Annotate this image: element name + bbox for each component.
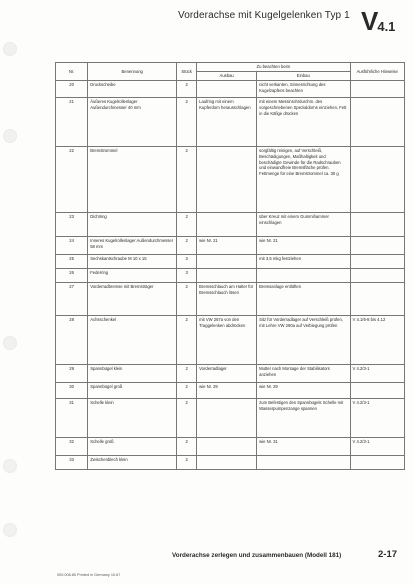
col-header-stueck: Stück xyxy=(177,63,197,81)
cell-hinweis xyxy=(350,80,405,97)
cell-ausbau: mit VW 267a von den Traggelenken abdrücken xyxy=(197,315,257,364)
table-row xyxy=(56,437,405,455)
cell-nr: 30 xyxy=(56,382,88,398)
cell-einbau xyxy=(257,455,350,469)
cell-ausbau: Bremsschlauch am Halter für Bremsschlauch lösen xyxy=(197,282,257,315)
cell-einbau: mit 3,5 mkg festziehen xyxy=(257,254,350,268)
cell-nr: 29 xyxy=(56,364,88,382)
table-row xyxy=(56,364,405,382)
col-header-benennung: Benennung xyxy=(88,63,177,81)
cell-ausbau xyxy=(197,268,257,282)
cell-ausbau: wie Nr. 29 xyxy=(197,382,257,398)
cell-stueck: 3 xyxy=(177,268,197,282)
cell-benennung: Äußeres Kugelrollenlager Außendurchmesser 40 mm xyxy=(88,97,177,146)
col-header-hinweise: Ausführliche Hinweise xyxy=(350,63,405,81)
print-info: 000.008.85 Printed in Germany 10.67 xyxy=(57,573,121,577)
page-number: 2-17 xyxy=(378,549,398,560)
cell-ausbau xyxy=(197,146,257,212)
cell-stueck: 3 xyxy=(177,254,197,268)
table-row xyxy=(56,398,405,437)
cell-einbau: wie Nr. 29 xyxy=(257,382,350,398)
cell-ausbau: wie Nr. 21 xyxy=(197,236,257,254)
cell-nr: 25 xyxy=(56,254,88,268)
cell-stueck: 2 xyxy=(177,364,197,382)
cell-hinweis xyxy=(350,212,405,236)
cell-hinweis xyxy=(350,254,405,268)
cell-einbau: wie Nr. 31 xyxy=(257,437,350,455)
cell-einbau: sorgfältig reinigen, auf Verschleiß, Beschädigungen, Maßhaltigkeit und beschädigte Gewinde für die Radschrauben und einwandfreie Bremsfläche prüfen. Fettmenge für eine Bremstrommel ca. 30 g xyxy=(257,146,350,212)
table-row xyxy=(56,282,405,315)
cell-hinweis xyxy=(350,97,405,146)
cell-stueck: 2 xyxy=(177,80,197,97)
table-row xyxy=(56,97,405,146)
cell-nr: 33 xyxy=(56,455,88,469)
cell-ausbau: Vorderradlager xyxy=(197,364,257,382)
cell-stueck: 2 xyxy=(177,382,197,398)
cell-einbau xyxy=(257,268,350,282)
cell-nr: 22 xyxy=(56,146,88,212)
cell-ausbau xyxy=(197,212,257,236)
table-row xyxy=(56,80,405,97)
page-title: Vorderachse mit Kugelgelenken Typ 1 xyxy=(178,10,350,21)
cell-stueck: 2 xyxy=(177,282,197,315)
cell-nr: 26 xyxy=(56,268,88,282)
cell-nr: 23 xyxy=(56,212,88,236)
cell-hinweis: V 4.2/3-1 xyxy=(350,398,405,437)
cell-einbau: Bremsanlage entlüften xyxy=(257,282,350,315)
punch-hole xyxy=(3,336,17,350)
cell-benennung: Sechskantschraube M 10 x 15 xyxy=(88,254,177,268)
cell-hinweis xyxy=(350,382,405,398)
cell-stueck: 2 xyxy=(177,315,197,364)
cell-benennung: Zwischenblech klein xyxy=(88,455,177,469)
parts-table xyxy=(55,62,405,470)
cell-benennung: Spannbügel groß xyxy=(88,382,177,398)
cell-benennung: Schelle groß xyxy=(88,437,177,455)
punch-hole xyxy=(3,42,17,56)
table-row xyxy=(56,455,405,469)
cell-einbau: nicht verkanten, Sinnesrichtung des Kugelzapfens beachten xyxy=(257,80,350,97)
col-header-ausbau: Ausbau xyxy=(197,71,257,80)
cell-hinweis xyxy=(350,146,405,212)
cell-hinweis: V 4.2/3-1 xyxy=(350,437,405,455)
punch-hole xyxy=(3,129,17,143)
cell-hinweis xyxy=(350,236,405,254)
cell-benennung: Inneres Kugelrollenlager Außendurchmesser 58 mm xyxy=(88,236,177,254)
cell-nr: 27 xyxy=(56,282,88,315)
cell-stueck: 2 xyxy=(177,97,197,146)
cell-einbau: Sitz für Vorderradlager auf Verschleiß prüfen, mit Lehre VW 290a auf Verbiegung prüfen xyxy=(257,315,350,364)
punch-hole xyxy=(3,459,17,473)
cell-nr: 20 xyxy=(56,80,88,97)
cell-einbau: zum Befestigen des Spannbügels Schelle mit Wasserpumpenzange spannen xyxy=(257,398,350,437)
table-row xyxy=(56,382,405,398)
cell-hinweis: V 4.2/3-1 xyxy=(350,364,405,382)
table-row xyxy=(56,268,405,282)
cell-nr: 31 xyxy=(56,398,88,437)
cell-ausbau: Laufring mit einem Kupferdorn herausschlagen xyxy=(197,97,257,146)
cell-einbau: mit einem Messinrohrdurchm. des vorgeschriebenen Spezialdorns einziehen, Fett in die Käfige drücken xyxy=(257,97,350,146)
cell-ausbau xyxy=(197,455,257,469)
table-row xyxy=(56,212,405,236)
cell-ausbau xyxy=(197,437,257,455)
col-header-einbau: Einbau xyxy=(257,71,350,80)
cell-stueck: 2 xyxy=(177,437,197,455)
cell-stueck: 2 xyxy=(177,455,197,469)
cell-stueck: 2 xyxy=(177,212,197,236)
table-row xyxy=(56,236,405,254)
cell-ausbau xyxy=(197,254,257,268)
cell-stueck: 2 xyxy=(177,146,197,212)
cell-nr: 21 xyxy=(56,97,88,146)
cell-stueck: 2 xyxy=(177,398,197,437)
section-code: $V_{4.1}$ xyxy=(361,6,396,36)
cell-benennung: Druckscheibe xyxy=(88,80,177,97)
cell-einbau: über Kreuz mit einem Gummihammer einschlagen xyxy=(257,212,350,236)
cell-benennung: Schelle klein xyxy=(88,398,177,437)
cell-nr: 28 xyxy=(56,315,88,364)
cell-stueck: 2 xyxy=(177,236,197,254)
footer-title: Vorderachse zerlegen und zusammenbauen (Modell 181) xyxy=(172,552,342,559)
cell-hinweis xyxy=(350,268,405,282)
cell-benennung: Federring xyxy=(88,268,177,282)
col-header-group: Zu beachten beim xyxy=(197,63,350,72)
table-row xyxy=(56,315,405,364)
table-row xyxy=(56,254,405,268)
cell-hinweis xyxy=(350,455,405,469)
cell-nr: 32 xyxy=(56,437,88,455)
cell-einbau: Mutter nach Montage der Stabilisators anziehen xyxy=(257,364,350,382)
cell-einbau: wie Nr. 21 xyxy=(257,236,350,254)
cell-hinweis: V 4.1/6-8 bis 4.12 xyxy=(350,315,405,364)
cell-ausbau xyxy=(197,80,257,97)
cell-hinweis xyxy=(350,282,405,315)
col-header-nr: Nr. xyxy=(56,63,88,81)
cell-benennung: Dichtring xyxy=(88,212,177,236)
table-row xyxy=(56,146,405,212)
cell-nr: 24 xyxy=(56,236,88,254)
cell-benennung: Spannbügel klein xyxy=(88,364,177,382)
cell-benennung: Vorderradbremse mit Bremsträger xyxy=(88,282,177,315)
cell-ausbau xyxy=(197,398,257,437)
cell-benennung: Achsschenkel xyxy=(88,315,177,364)
cell-benennung: Bremstrommel xyxy=(88,146,177,212)
punch-hole xyxy=(3,523,17,537)
